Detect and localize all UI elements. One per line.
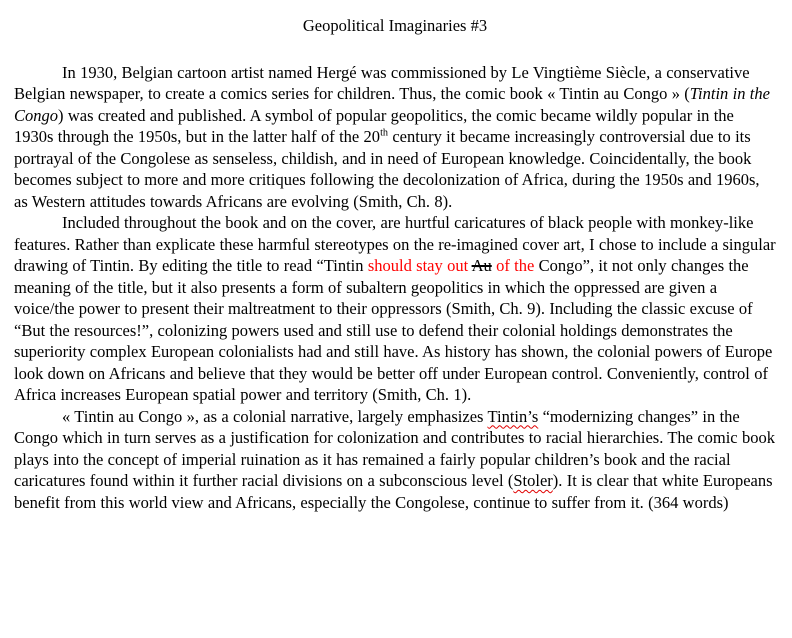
document-body <box>14 62 776 514</box>
text-run: ). It is clear that white Europeans benefit from this world view and Africans, especially the Congolese, continue to suffer from it. (364 words) <box>14 471 773 512</box>
book-title-italic-run: Tintin in the Congo <box>14 84 770 125</box>
struck-out-au-run: Au <box>471 256 492 275</box>
text-run: ) was created and published. A symbol of popular geopolitics, the comic became wildly popular in the 1930s through the 1950s, but in the latter half of the 20 <box>14 105 734 146</box>
text-run: “modernizing changes” in the Congo which in turn serves as a justification for colonization and contributes to racial hierarchies. The comic book plays into the concept of imperial ruination as it has remained a fairly popular children’s book and the racial caricatures found within it further racial divisions on a subconscious level ( <box>14 406 775 490</box>
document-title: Geopolitical Imaginaries #3 <box>302 16 488 35</box>
spellcheck-stoler-run: Stoler <box>513 471 553 490</box>
red-inserted-text-run: of the <box>491 256 539 275</box>
text-run: Included throughout the book and on the cover, are hurtful caricatures of black people with monkey-like features. Rather than explicate these harmful stereotypes on the re-imagined cover art, I chose to include a singular drawing of Tintin. By editing the title to read “Tintin <box>14 213 776 275</box>
text-run: century it became increasingly controversial due to its portrayal of the Congolese as senseless, childish, and in need of European knowledge. Coincidentally, the book becomes subject to more and more critiques following the decolonization of Africa, during the 1950s and 1960s, as Western attitudes towards Africans are evolving (Smith, Ch. 8). <box>14 127 760 211</box>
text-run: « Tintin au Congo », as a colonial narrative, largely emphasizes <box>62 406 488 426</box>
text-run: Congo”, it not only changes the meaning of the title, but it also presents a form of subaltern geopolitics in which the oppressed are given a voice/the power to present their maltreatment to their oppressors (Smith, Ch. 9). Including the classic excuse of “But the resources!”, colonizing powers used and still use to defend their colonial holdings demonstrates the superiority complex European colonialists had and still have. As history has shown, the colonial powers of Europe look down on Africans and believe that they would be better off under European control. Conveniently, control of Africa increases European spatial power and territory (Smith, Ch. 1). <box>14 256 773 404</box>
spellcheck-tintins-run: Tintin’s <box>487 406 539 426</box>
paragraph-conclusion <box>14 406 776 514</box>
paragraph-intro <box>14 62 776 213</box>
paragraph-cover-art <box>14 212 776 406</box>
red-inserted-text-run: should stay out <box>367 256 472 275</box>
superscript-th-run: th <box>380 127 389 139</box>
text-run: In 1930, Belgian cartoon artist named Hergé was commissioned by Le Vingtième Siècle, a conservative Belgian newspaper, to create a comics series for children. Thus, the comic book « Tintin au Congo » ( <box>14 62 750 103</box>
